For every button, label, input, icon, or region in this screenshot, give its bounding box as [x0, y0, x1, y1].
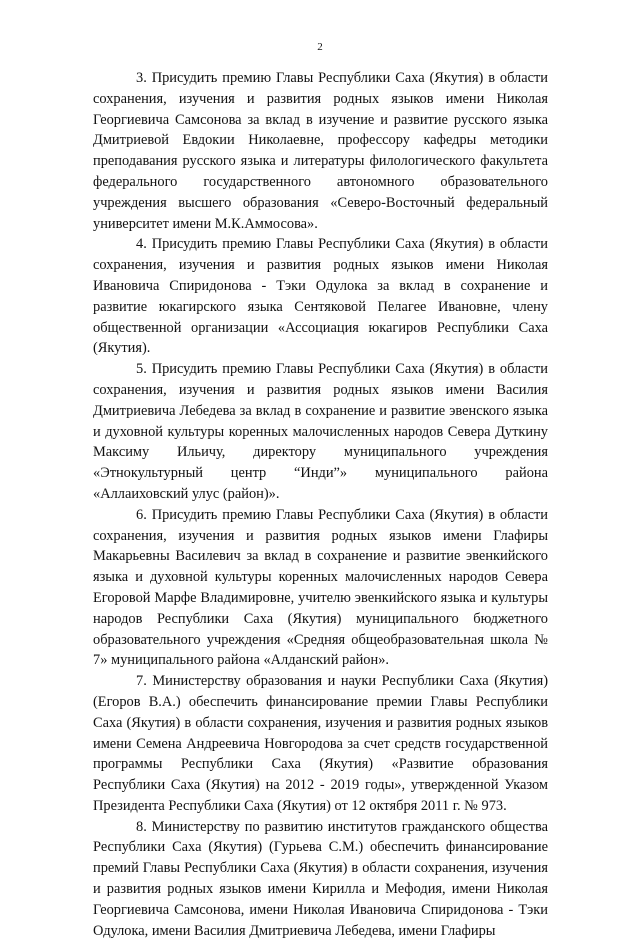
paragraph-item-3: 3. Присудить премию Главы Республики Саха (Якутия) в области сохранения, изучения и развития родных языков имени Николая Георгиевича Самсонова за вклад в изучение и развитие русского языка Дмитриевой Евдокии Николаевне, профессору кафедры методики преподавания русского языка и литературы филологического факультета федерального государственного автономного образовательного учреждения высшего образования «Северо-Восточный федеральный университет имени М.К.Аммосова». [93, 70, 548, 232]
paragraph-item-5: 5. Присудить премию Главы Республики Саха (Якутия) в области сохранения, изучения и развития родных языков имени Василия Дмитриевича Лебедева за вклад в сохранение и развитие эвенского языка и духовной культуры коренных малочисленных народов Севера Дуткину Максиму Ильичу, директору муниципального учреждения «Этнокультурный центр “Инди”» муниципального района «Аллаиховский улус (район)». [93, 361, 548, 502]
document-body [93, 68, 548, 941]
page-number: 2 [317, 41, 323, 53]
paragraph-item-6: 6. Присудить премию Главы Республики Саха (Якутия) в области сохранения, изучения и развития родных языков имени Глафиры Макарьевны Василевич за вклад в сохранение и развитие эвенкийского языка и духовной культуры коренных малочисленных народов Севера Егоровой Марфе Владимировне, учителю эвенкийского языка и культуры народов Республики Саха (Якутия) муниципального бюджетного образовательного учреждения «Средняя общеобразовательная школа № 7» муниципального района «Алданский район». [93, 506, 548, 669]
paragraph-item-4: 4. Присудить премию Главы Республики Саха (Якутия) в области сохранения, изучения и развития родных языков имени Николая Ивановича Спиридонова - Тэки Одулока за вклад в сохранение и развитие юкагирского языка Сентяковой Пелагее Ивановне, члену общественной организации «Ассоциация юкагиров Республики Саха (Якутия). [93, 236, 548, 357]
paragraph-item-8: 8. Министерству по развитию институтов гражданского общества Республики Саха (Якутия) (Гурьева С.М.) обеспечить финансирование премий Главы Республики Саха (Якутия) в области сохранения, изучения и развития родных языков имени Кирилла и Мефодия, имени Николая Георгиевича Самсонова, имени Николая Ивановича Спиридонова - Тэки Одулока, имени Василия Дмитриевича Лебедева, имени Глафиры [93, 818, 548, 939]
paragraph-item-7: 7. Министерству образования и науки Республики Саха (Якутия) (Егоров В.А.) обеспечить финансирование премии Главы Республики Саха (Якутия) в области сохранения, изучения и развития родных языков имени Семена Андреевича Новгородова за счет средств государственной программы Республики Саха (Якутия) «Развитие образования Республики Саха (Якутия) на 2012 - 2019 годы», утвержденной Указом Президента Республики Саха (Якутия) от 12 октября 2011 г. № 973. [93, 673, 548, 814]
